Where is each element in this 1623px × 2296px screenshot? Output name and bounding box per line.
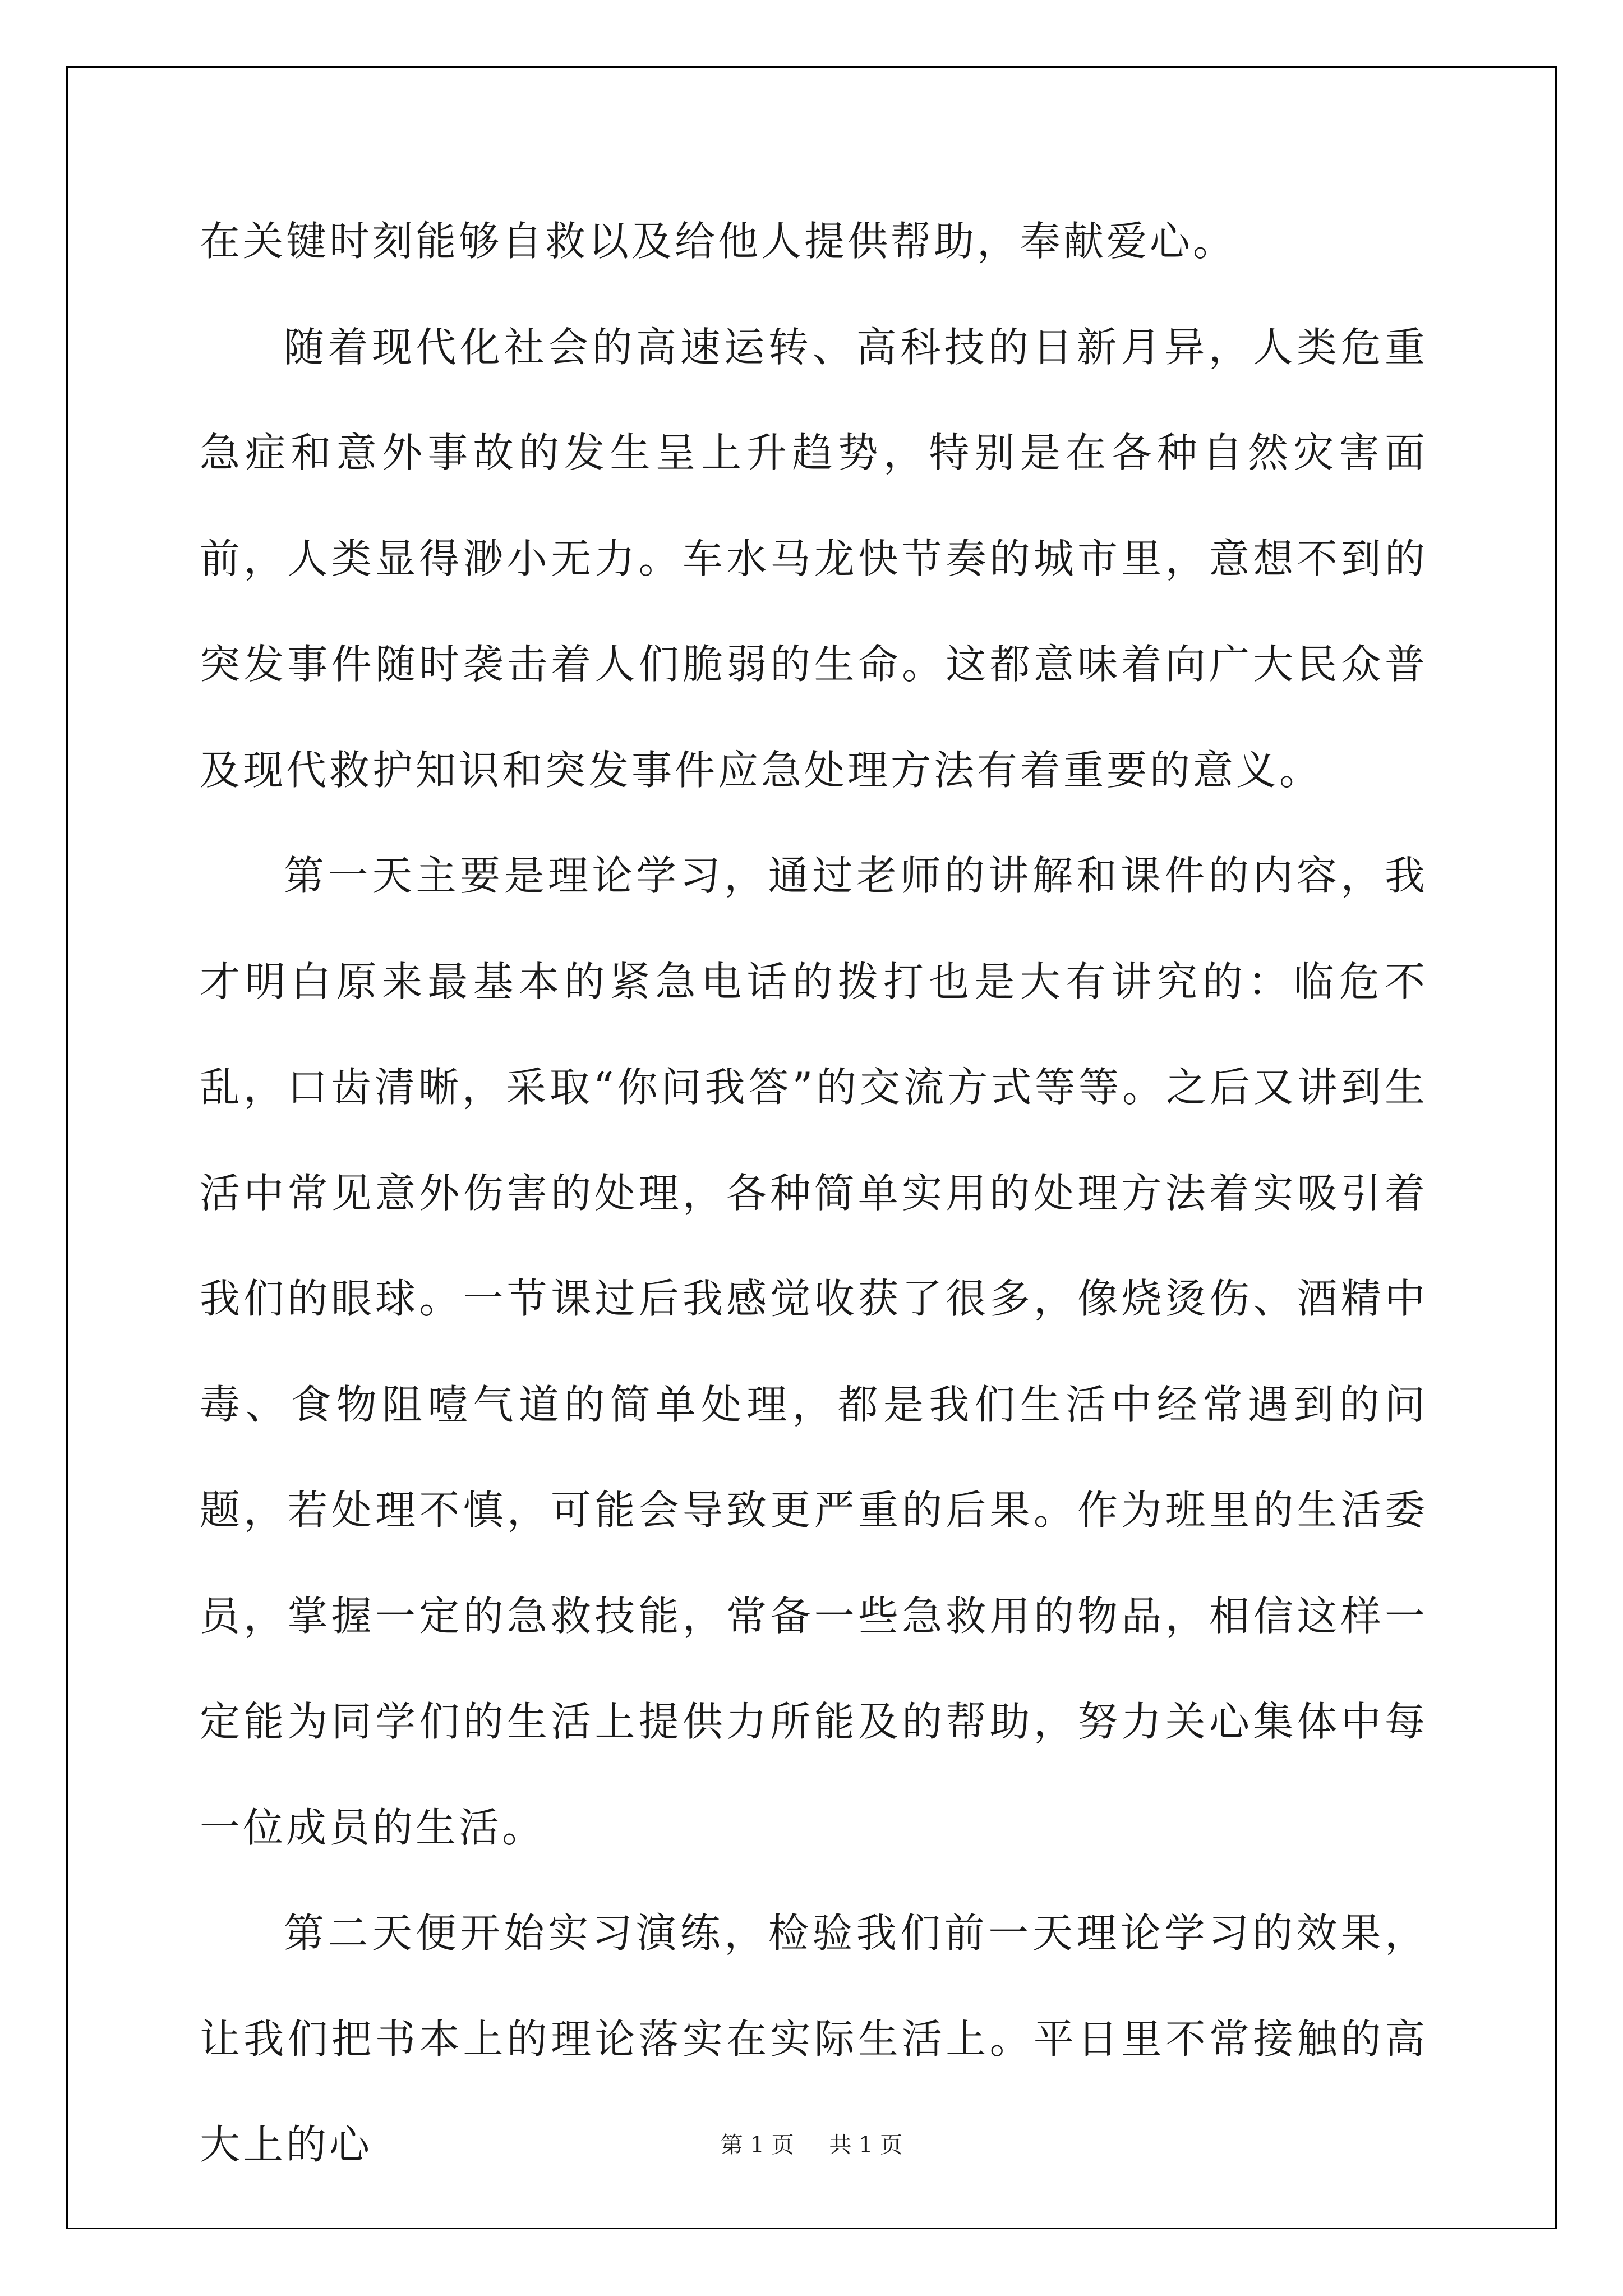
paragraph-1: 在关键时刻能够自救以及给他人提供帮助，奉献爱心。 bbox=[200, 218, 1237, 265]
document-body bbox=[200, 188, 1428, 2198]
paragraph-2: 随着现代化社会的高速运转、高科技的日新月异，人类危重急症和意外事故的发生呈上升趋势，特别是在各种自然灾害面前，人类显得渺小无力。车水马龙快节奏的城市里，意想不到的突发事件随时袭击着人们脆弱的生命。这都意味着向广大民众普及现代救护知识和突发事件应急处理方法有着重要的意义。 bbox=[200, 323, 1428, 794]
page-total: 共 1 页 bbox=[829, 2132, 903, 2158]
page-number: 第 1 页 bbox=[720, 2132, 794, 2158]
page-footer bbox=[0, 2127, 1623, 2159]
paragraph-3: 第一天主要是理论学习，通过老师的讲解和课件的内容，我才明白原来最基本的紧急电话的拨打也是大有讲究的：临危不乱，口齿清晰，采取“你问我答”的交流方式等等。之后又讲到生活中常见意外伤害的处理，各种简单实用的处理方法着实吸引着我们的眼球。一节课过后我感觉收获了很多，像烧烫伤、酒精中毒、食物阻噎气道的简单处理，都是我们生活中经常遇到的问题，若处理不慎，可能会导致更严重的后果。作为班里的生活委员，掌握一定的急救技能，常备一些急救用的物品，相信这样一定能为同学们的生活上提供力所能及的帮助，努力关心集体中每一位成员的生活。 bbox=[200, 852, 1428, 1851]
paragraph-4: 第二天便开始实习演练，检验我们前一天理论学习的效果，让我们把书本上的理论落实在实际生活上。平日里不常接触的高大上的心 bbox=[200, 1910, 1428, 2168]
